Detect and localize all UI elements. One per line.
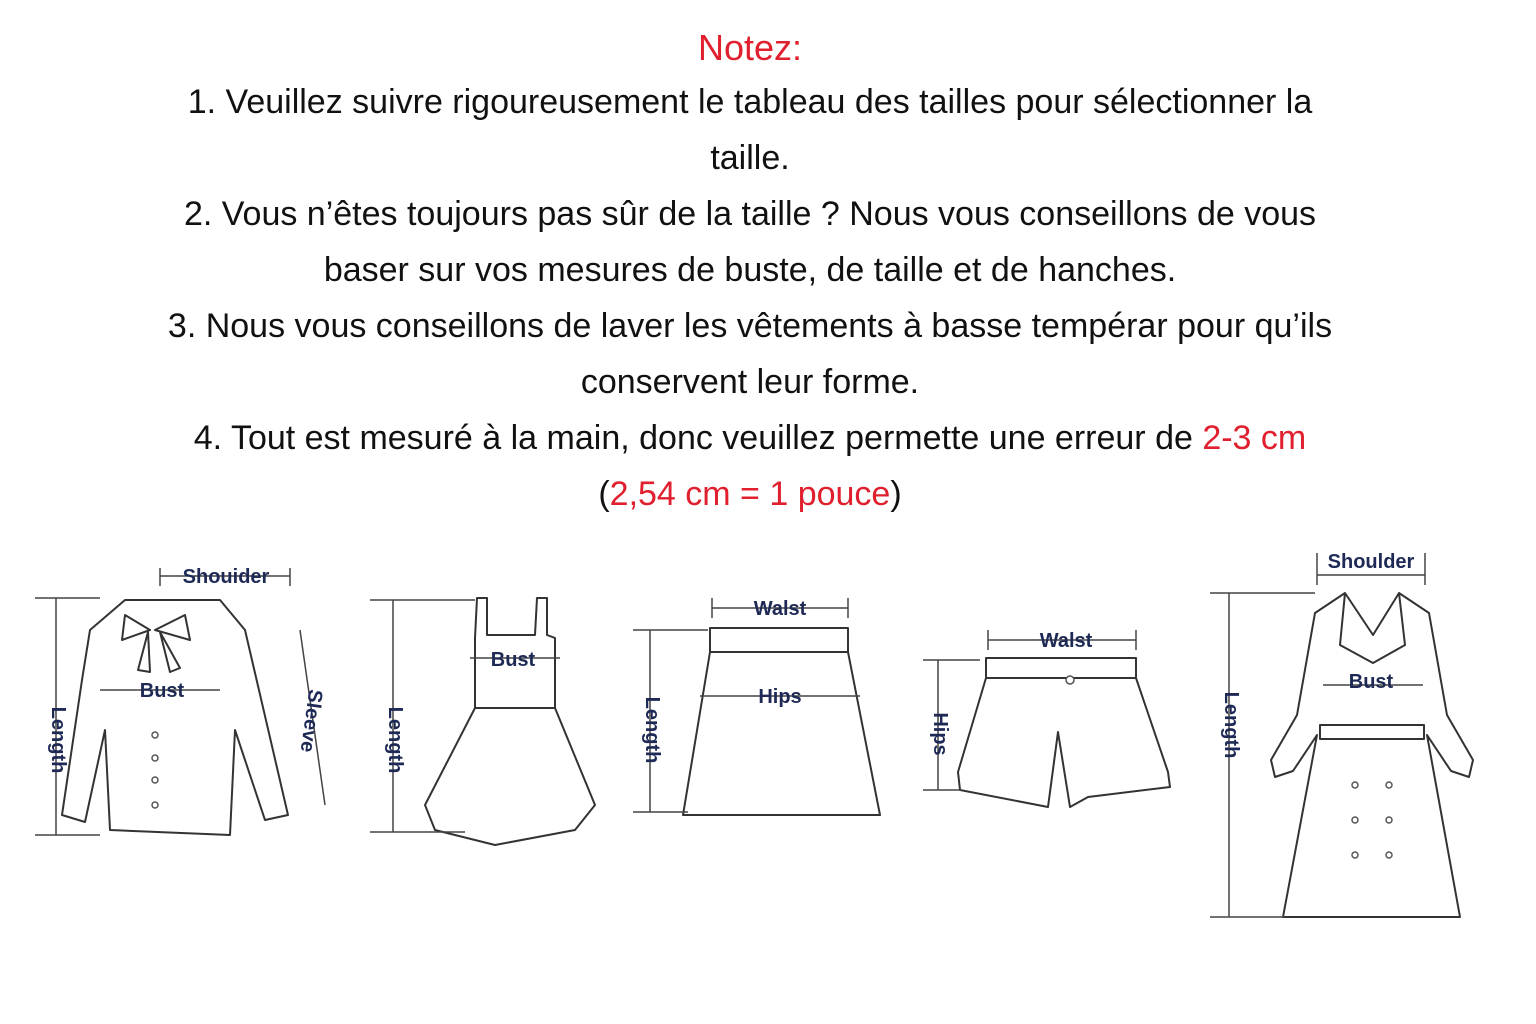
note-4-paren-close: ) <box>890 475 902 513</box>
coat-length-label: Length <box>1220 691 1242 759</box>
bow-outline <box>122 615 190 672</box>
dress-diagram <box>365 590 610 850</box>
coat-lapel <box>1340 593 1405 663</box>
note-2-line-a: 2. Vous n’êtes toujours pas sûr de la taille ? Nous vous conseillons de vous <box>183 195 1317 233</box>
dress-bust-label: Bust <box>490 649 536 671</box>
note-1-line-b: taille. <box>710 139 790 177</box>
note-4-conversion: 2,54 cm = 1 pouce <box>609 475 891 513</box>
note-1-line-a: 1. Veuillez suivre rigoureusement le tableau des tailles pour sélectionner la <box>187 83 1313 121</box>
note-4-tolerance: 2-3 cm <box>1202 419 1307 457</box>
notes-title: Notez: <box>697 27 803 68</box>
coat-diagram <box>1205 545 1490 925</box>
size-notes <box>60 22 1440 522</box>
dress-outline <box>425 598 595 845</box>
shorts-outline <box>958 658 1170 807</box>
blouse-shoulder-label: Shouider <box>182 566 270 588</box>
note-2 <box>60 186 1440 298</box>
note-3-line-a: 3. Nous vous conseillons de laver les vêtements à basse tempérar pour qu’ils <box>167 307 1333 345</box>
note-3 <box>60 298 1440 410</box>
coat-outline <box>1271 593 1473 917</box>
blouse-sleeve-label: Sleeve <box>295 687 327 754</box>
coat-bust-label: Bust <box>1348 671 1394 693</box>
note-4-text: 4. Tout est mesuré à la main, donc veuillez permette une erreur de <box>193 419 1203 457</box>
shorts-waist-label: Walst <box>1039 630 1093 652</box>
skirt-waist-label: Walst <box>753 598 807 620</box>
blouse-diagram <box>30 560 350 850</box>
blouse-length-label: Length <box>47 706 69 774</box>
skirt-length-label: Length <box>641 696 663 764</box>
shorts-diagram <box>918 622 1180 812</box>
skirt-outline <box>683 628 880 815</box>
note-1 <box>60 74 1440 186</box>
note-3-line-b: conservent leur forme. <box>580 363 920 401</box>
shorts-hips-label: Hips <box>929 712 951 756</box>
dress-length-label: Length <box>384 706 406 774</box>
skirt-hips-label: Hips <box>758 686 802 708</box>
coat-belt <box>1320 725 1424 739</box>
skirt-diagram <box>628 590 893 830</box>
coat-shoulder-label: Shoulder <box>1327 551 1415 573</box>
blouse-bust-label: Bust <box>139 680 185 702</box>
note-4-paren-open: ( <box>598 475 610 513</box>
note-4 <box>60 410 1440 522</box>
note-2-line-b: baser sur vos mesures de buste, de taille et de hanches. <box>323 251 1177 289</box>
